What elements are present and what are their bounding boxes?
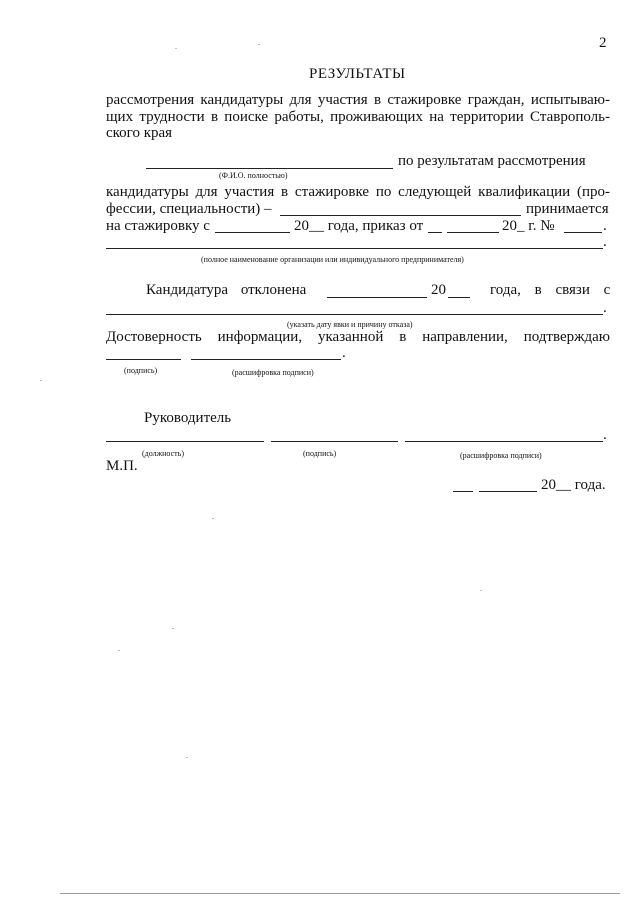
organization-caption: (полное наименование организации или индивидуального предпринимателя) (201, 255, 464, 264)
organization-dot: . (603, 234, 607, 250)
scan-speck (118, 650, 120, 651)
order-number-label: 20_ г. № (502, 218, 555, 234)
head-position-line[interactable] (106, 441, 264, 442)
scan-speck (258, 44, 260, 45)
final-day-line[interactable] (453, 491, 473, 492)
rejection-reason-line[interactable] (106, 314, 603, 315)
order-day-line[interactable] (428, 232, 442, 233)
order-month-line[interactable] (447, 232, 499, 233)
rejected-date-line[interactable] (327, 297, 427, 298)
order-number-line[interactable] (564, 232, 602, 233)
page-title: РЕЗУЛЬТАТЫ (309, 66, 406, 82)
intro-line-1: рассмотрения кандидатуры для участия в стажировке граждан, испытываю- (106, 92, 610, 108)
final-month-line[interactable] (479, 491, 537, 492)
rejection-reason-caption: (указать дату явки и причину отказа) (287, 320, 413, 329)
intro-line-2: щих трудности в поиске работы, проживающих на территории Ставрополь- (106, 109, 610, 125)
profession-field-line[interactable] (280, 215, 521, 216)
confirm-signature-caption: (подпись) (124, 366, 158, 375)
organization-field-line[interactable] (106, 248, 603, 249)
head-signature-line[interactable] (271, 441, 398, 442)
qualification-line: кандидатуры для участия в стажировке по следующей квалификации (про- (106, 184, 610, 200)
stamp-label: М.П. (106, 458, 138, 474)
review-result-text: по результатам рассмотрения (398, 153, 586, 169)
confirm-decoding-caption: (расшифровка подписи) (232, 368, 314, 377)
scan-bottom-edge (60, 893, 620, 894)
rejection-reason-dot: . (603, 300, 607, 316)
fullname-caption: (Ф.И.О. полностью) (219, 171, 288, 180)
head-decoding-line[interactable] (405, 441, 603, 442)
intro-line-3: ского края (106, 125, 173, 141)
scan-speck (212, 518, 214, 519)
order-dot: . (603, 218, 607, 234)
head-label: Руководитель (144, 410, 232, 426)
internship-from-label: на стажировку с (106, 218, 210, 234)
scan-speck (172, 628, 174, 629)
head-signature-caption: (подпись) (303, 449, 337, 458)
confirm-signature-line[interactable] (106, 359, 181, 360)
confirm-decoding-line[interactable] (191, 359, 341, 360)
scan-speck (175, 48, 177, 49)
fullname-field-line[interactable] (146, 168, 393, 169)
head-position-caption: (должность) (142, 449, 184, 458)
rejected-year: 20 (431, 282, 446, 298)
rejected-reason-words: года, в связи с (490, 282, 611, 298)
confirm-dot: . (342, 345, 346, 361)
final-year-text: 20__ года. (541, 477, 606, 493)
confirmation-text: Достоверность информации, указанной в направлении, подтверждаю (106, 329, 610, 345)
page-number: 2 (599, 35, 607, 51)
scan-speck (480, 590, 482, 591)
scan-speck (186, 757, 188, 758)
scan-speck (40, 380, 42, 381)
accepted-text: принимается (526, 201, 609, 217)
rejected-label: Кандидатура отклонена (146, 282, 307, 298)
head-dot: . (603, 427, 607, 443)
head-decoding-caption: (расшифровка подписи) (460, 451, 542, 460)
order-year-text: 20__ года, приказ от (294, 218, 424, 234)
internship-date-line[interactable] (215, 232, 290, 233)
profession-label: фессии, специальности) – (106, 201, 272, 217)
rejected-year-line[interactable] (448, 297, 470, 298)
